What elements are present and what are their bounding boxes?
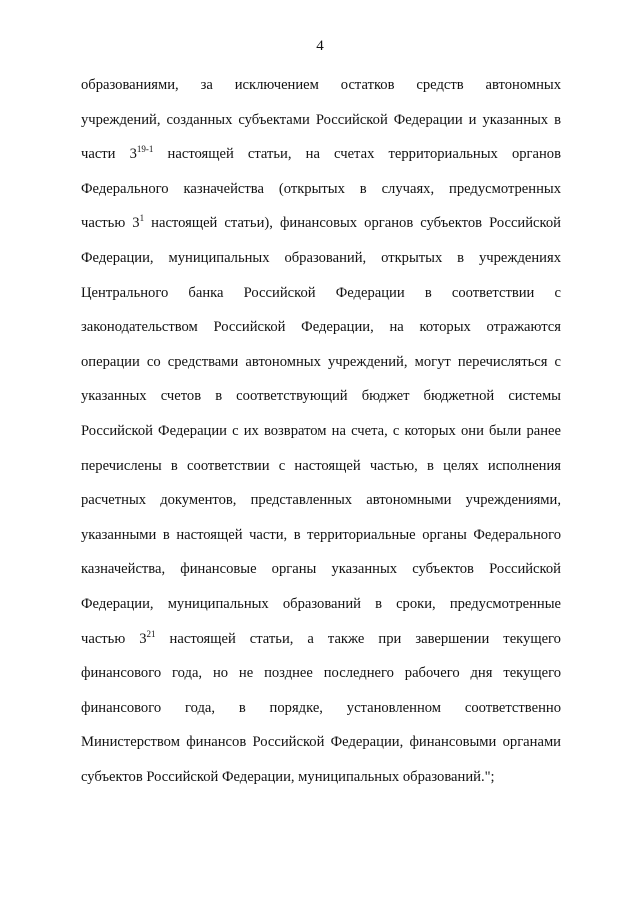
text-run: субъектов Российской Федерации, муниципальных образований."; [81, 768, 495, 785]
text-line [81, 622, 561, 657]
superscript: 1 [139, 213, 145, 224]
text-run: расчетных документов, представленных автономными учреждениями, [81, 492, 561, 509]
text-line [81, 760, 561, 795]
text-line [81, 137, 561, 172]
text-line [81, 587, 561, 622]
text-line [81, 691, 561, 726]
text-run: указанными в настоящей части, в территориальные органы Федерального [81, 526, 561, 543]
text-run: законодательством Российской Федерации, на которых отражаются [81, 319, 561, 336]
superscript: 21 [146, 628, 156, 639]
text-run: финансового года, в порядке, установленном соответственно [81, 699, 561, 716]
text-run: Федерации, муниципальных образований, открытых в учреждениях [81, 249, 561, 266]
text-run: указанных счетов в соответствующий бюджет бюджетной системы [81, 388, 561, 405]
text-run: Центрального банка Российской Федерации в соответствии с [81, 284, 561, 301]
text-run: перечислены в соответствии с настоящей частью, в целях исполнения [81, 457, 561, 474]
text-line [81, 552, 561, 587]
text-run: частью 3 [81, 215, 140, 232]
text-run: учреждений, созданных субъектами Российской Федерации и указанных в [81, 111, 561, 128]
text-line [81, 310, 561, 345]
text-line [81, 725, 561, 760]
text-line [81, 483, 561, 518]
text-line [81, 241, 561, 276]
superscript: 19-1 [136, 144, 154, 155]
text-line [81, 103, 561, 138]
text-run: операции со средствами автономных учреждений, могут перечисляться с [81, 353, 561, 370]
text-line [81, 414, 561, 449]
text-run: Российской Федерации с их возвратом на счета, с которых они были ранее [81, 422, 561, 439]
text-line [81, 656, 561, 691]
text-line [81, 172, 561, 207]
text-line [81, 518, 561, 553]
text-run: Министерством финансов Российской Федерации, финансовыми органами [81, 734, 561, 751]
text-run: образованиями, за исключением остатков средств автономных [81, 77, 561, 93]
document-body [81, 68, 561, 794]
text-run: частью 3 [81, 630, 147, 647]
text-line [81, 379, 561, 414]
text-run: настоящей статьи, на счетах территориальных органов [153, 146, 561, 163]
text-line [81, 276, 561, 311]
text-line [81, 449, 561, 484]
text-run: казначейства, финансовые органы указанных субъектов Российской [81, 561, 561, 578]
text-line [81, 206, 561, 241]
text-run: настоящей статьи), финансовых органов субъектов Российской [144, 215, 561, 232]
text-line [81, 345, 561, 380]
page-number: 4 [316, 38, 324, 54]
text-run: Федерального казначейства (открытых в случаях, предусмотренных [81, 180, 561, 197]
text-run: настоящей статьи, а также при завершении текущего [155, 630, 561, 647]
text-line [81, 68, 561, 103]
text-run: Федерации, муниципальных образований в сроки, предусмотренные [81, 595, 561, 612]
text-run: части 3 [81, 146, 137, 163]
text-run: финансового года, но не позднее последнего рабочего дня текущего [81, 665, 561, 682]
